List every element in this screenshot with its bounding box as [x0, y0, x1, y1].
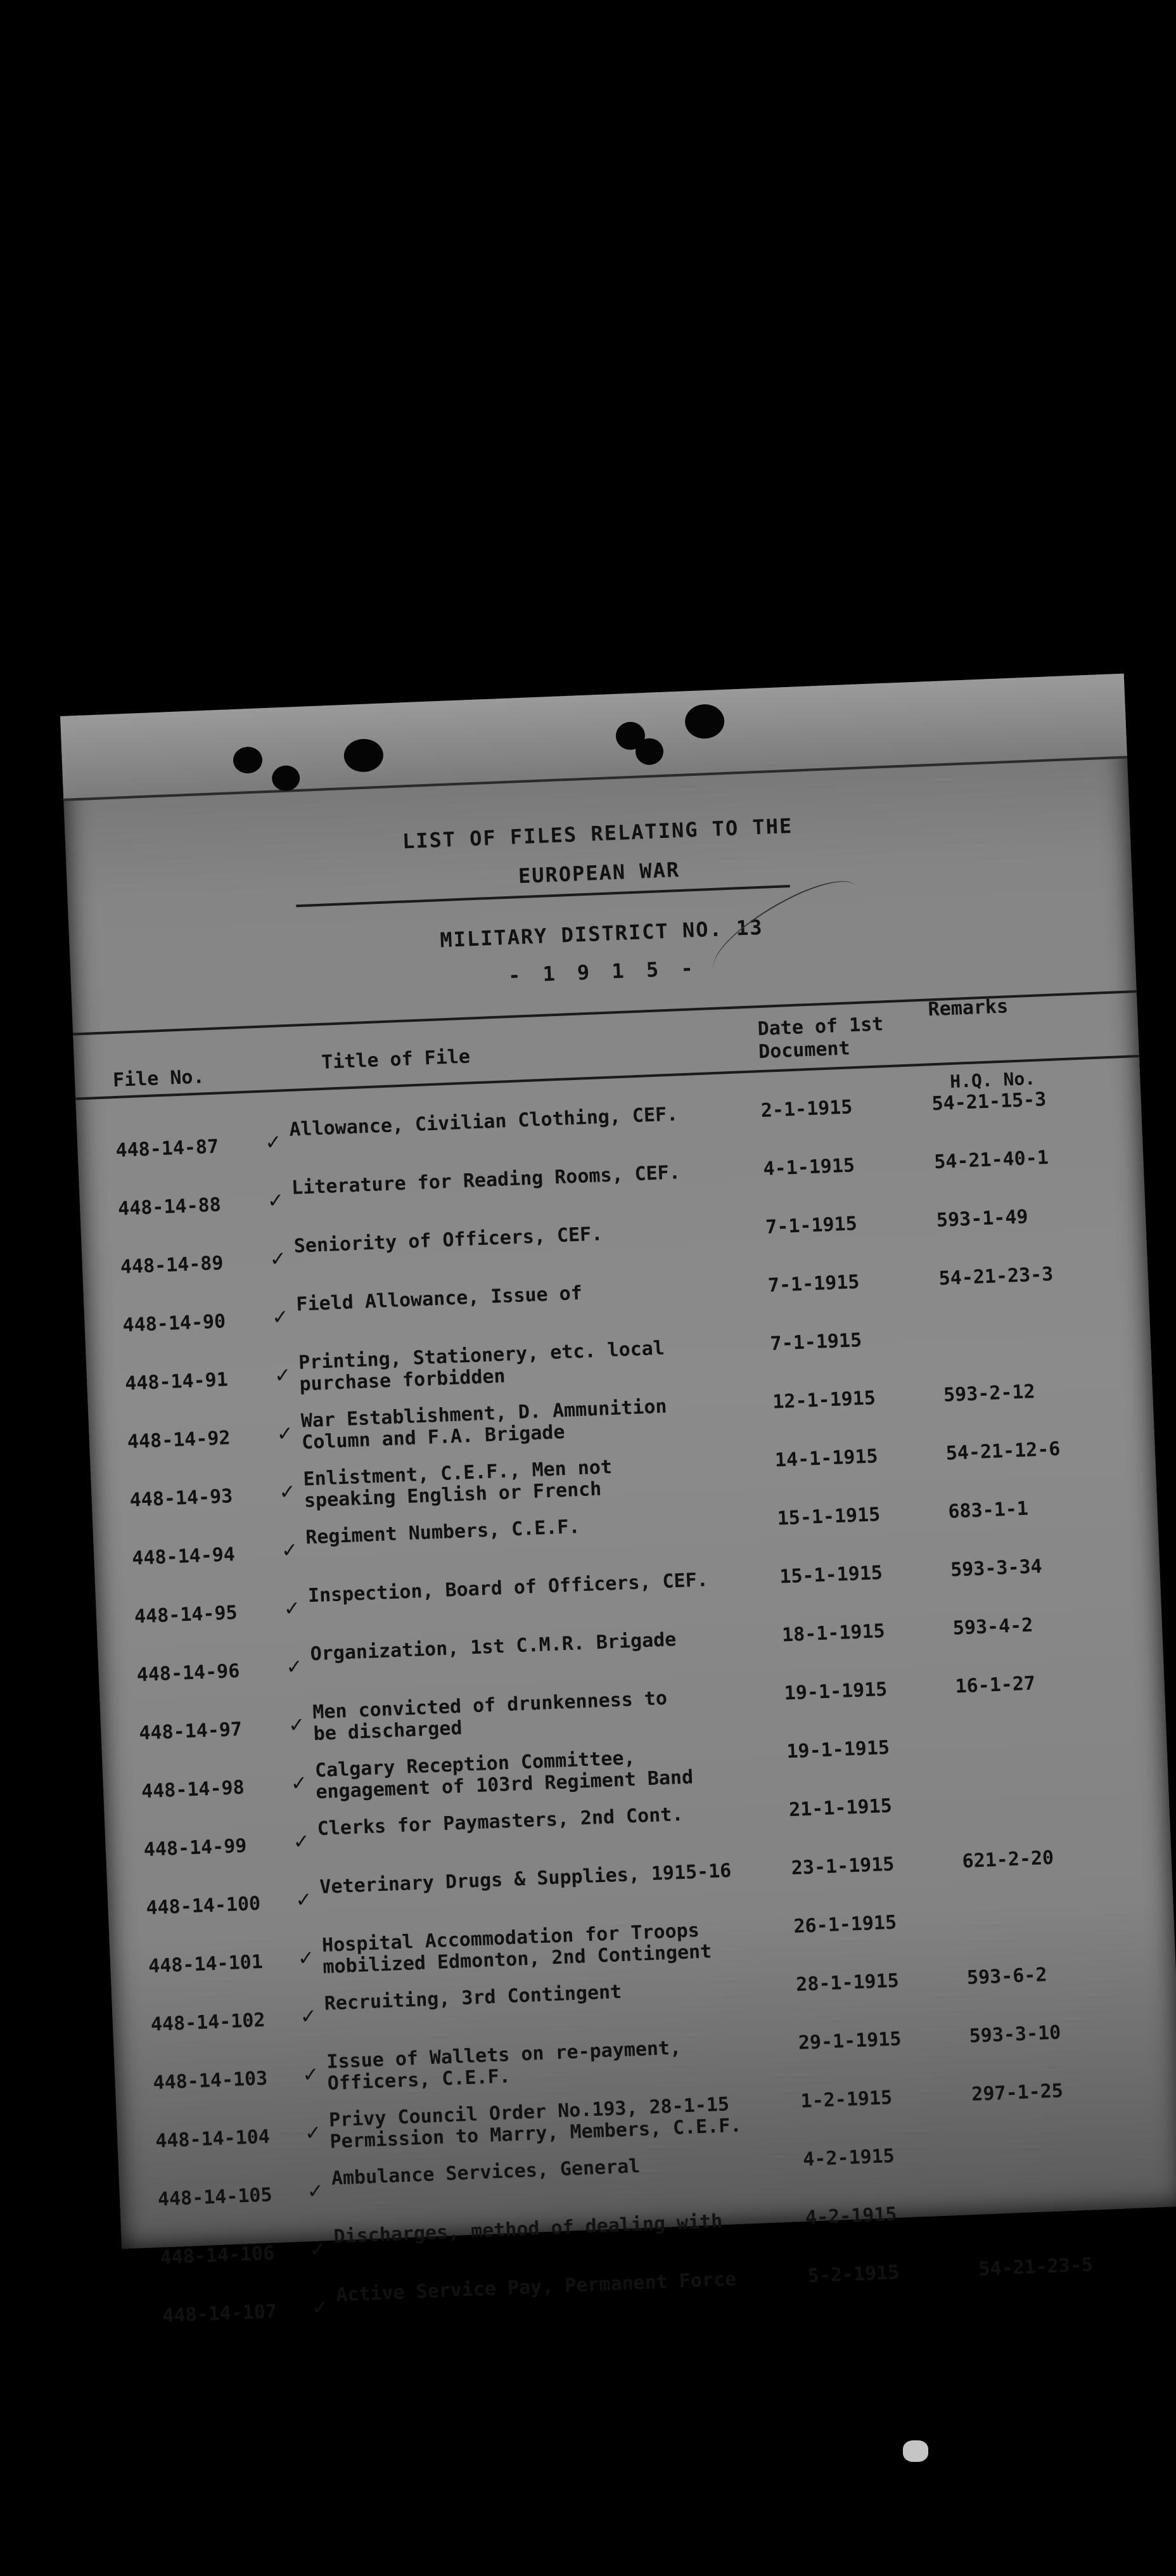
file-number: 448-14-91	[124, 1368, 229, 1395]
remarks-value: 593-3-10	[969, 2021, 1061, 2048]
check-mark-icon: ✓	[310, 2236, 325, 2263]
file-title: Enlistment, C.E.F., Men not speaking English or French	[302, 1456, 613, 1512]
file-number: 448-14-97	[138, 1718, 243, 1745]
check-mark-icon: ✓	[289, 1711, 304, 1738]
remarks-value: 683-1-1	[947, 1497, 1029, 1523]
file-number: 448-14-103	[152, 2067, 268, 2094]
check-mark-icon: ✓	[300, 2002, 316, 2030]
document-date: 7-1-1915	[767, 1271, 860, 1297]
remarks-value: 593-3-34	[950, 1555, 1043, 1581]
file-title: Organization, 1st C.M.R. Brigade	[310, 1628, 677, 1666]
remarks-value: 54-21-23-3	[938, 1263, 1054, 1291]
file-title: Active Service Pay, Permanent Force	[335, 2268, 737, 2307]
check-mark-icon: ✓	[296, 1886, 311, 1913]
document-date: 1-2-1915	[800, 2087, 893, 2113]
check-mark-icon: ✓	[303, 2061, 318, 2088]
check-mark-icon: ✓	[284, 1595, 300, 1621]
col-remarks-sub: H.Q. No.	[949, 1067, 1036, 1093]
check-mark-icon: ✓	[272, 1303, 288, 1330]
check-mark-icon: ✓	[293, 1827, 309, 1855]
file-title: Printing, Stationery, etc. local purchase forbidden	[298, 1337, 665, 1396]
file-title: Recruiting, 3rd Contingent	[324, 1981, 622, 2015]
check-mark-icon: ✓	[277, 1420, 293, 1447]
document-date: 19-1-1915	[786, 1736, 890, 1763]
file-number: 448-14-90	[122, 1310, 226, 1337]
document-date: 14-1-1915	[774, 1445, 879, 1472]
remarks-value: 593-1-49	[936, 1206, 1029, 1232]
file-title: War Establishment, D. Ammunition Column and F.A. Brigade	[300, 1395, 668, 1454]
remarks-value: 621-2-20	[961, 1846, 1054, 1873]
check-mark-icon: ✓	[291, 1769, 307, 1796]
file-title: Veterinary Drugs & Supplies, 1915-16	[319, 1859, 732, 1899]
col-file-no: File No.	[112, 1066, 205, 1092]
document-date: 26-1-1915	[793, 1911, 897, 1938]
file-number: 448-14-107	[162, 2300, 278, 2328]
file-title: Literature for Reading Rooms, CEF.	[291, 1161, 681, 1199]
document-date: 19-1-1915	[784, 1678, 888, 1705]
check-mark-icon: ✓	[312, 2294, 328, 2321]
document-date: 4-2-1915	[802, 2145, 895, 2171]
film-artifact	[903, 2440, 928, 2462]
file-title: Field Allowance, Issue of	[295, 1282, 583, 1316]
heading-line2: EUROPEAN WAR	[518, 857, 681, 889]
col-remarks: Remarks	[927, 995, 1009, 1021]
document-date: 15-1-1915	[777, 1504, 881, 1530]
check-mark-icon: ✓	[298, 1944, 314, 1971]
file-number: 448-14-105	[157, 2184, 273, 2211]
file-number: 448-14-93	[129, 1485, 233, 1512]
document-date: 15-1-1915	[779, 1562, 883, 1588]
check-mark-icon: ✓	[275, 1362, 290, 1389]
check-mark-icon: ✓	[268, 1187, 283, 1214]
file-title: Hospital Accommodation for Troops mobilized Edmonton, 2nd Contingent	[321, 1919, 712, 1978]
file-number: 448-14-101	[148, 1950, 264, 1978]
document-date: 21-1-1915	[788, 1794, 893, 1822]
remarks-value: 54-21-23-5	[978, 2253, 1094, 2281]
check-mark-icon: ✓	[307, 2177, 323, 2205]
check-mark-icon: ✓	[286, 1652, 302, 1680]
file-title: Privy Council Order No.193, 28-1-15 Permission to Marry, Members, C.E.F.	[328, 2093, 743, 2153]
file-title: Men convicted of drunkenness to be discharged	[312, 1687, 668, 1746]
document-date: 5-2-1915	[807, 2261, 900, 2288]
file-number: 448-14-99	[143, 1834, 248, 1862]
document-date: 7-1-1915	[769, 1329, 862, 1355]
file-number: 448-14-102	[150, 2009, 266, 2036]
year-title: - 1 9 1 5 -	[508, 955, 699, 988]
document-date: 23-1-1915	[791, 1853, 895, 1880]
document-date: 7-1-1915	[765, 1213, 858, 1239]
col-date: Date of 1st Document	[757, 1013, 884, 1064]
remarks-value: 54-21-12-6	[945, 1438, 1061, 1465]
document-date: 4-1-1915	[762, 1154, 855, 1181]
file-title: Calgary Reception Committee, engagement of 103rd Regiment Band	[314, 1746, 694, 1804]
check-mark-icon: ✓	[265, 1128, 281, 1156]
file-title: Seniority of Officers, CEF.	[293, 1223, 603, 1258]
file-number: 448-14-100	[145, 1892, 261, 1920]
document-date: 29-1-1915	[798, 2028, 902, 2054]
remarks-value: 54-21-15-3	[931, 1088, 1047, 1116]
document-date: 4-2-1915	[805, 2203, 898, 2229]
file-number: 448-14-87	[115, 1135, 219, 1162]
remarks-value: 593-4-2	[952, 1614, 1033, 1640]
file-number: 448-14-88	[117, 1194, 222, 1220]
file-number: 448-14-104	[155, 2125, 271, 2153]
binding-strip	[60, 674, 1127, 801]
check-mark-icon: ✓	[282, 1536, 297, 1563]
file-title: Clerks for Paymasters, 2nd Cont.	[317, 1803, 684, 1841]
check-mark-icon: ✓	[305, 2119, 321, 2146]
document-date: 18-1-1915	[781, 1620, 886, 1647]
check-mark-icon: ✓	[270, 1245, 286, 1272]
remarks-value: 16-1-27	[954, 1672, 1036, 1698]
document-date: 12-1-1915	[772, 1387, 876, 1414]
file-number: 448-14-92	[127, 1427, 231, 1453]
document-date: 2-1-1915	[760, 1096, 853, 1123]
file-number: 448-14-98	[141, 1776, 245, 1803]
document-date: 28-1-1915	[795, 1969, 900, 1996]
file-title: Issue of Wallets on re-payment, Officers, C.E.F.	[326, 2037, 682, 2095]
file-number: 448-14-94	[131, 1543, 236, 1570]
file-title: Inspection, Board of Officers, CEF.	[307, 1569, 709, 1607]
file-title: Discharges, method of dealing with	[333, 2210, 723, 2248]
file-number: 448-14-95	[134, 1601, 238, 1628]
col-title: Title of File	[321, 1045, 471, 1074]
remarks-value: 54-21-40-1	[933, 1146, 1049, 1174]
remarks-value: 297-1-25	[971, 2080, 1064, 2106]
check-mark-icon: ✓	[279, 1478, 295, 1505]
document-page	[60, 674, 1176, 2328]
district-title: MILITARY DISTRICT NO. 13	[439, 915, 764, 953]
file-number: 448-14-96	[136, 1659, 240, 1687]
file-title: Ambulance Services, General	[331, 2155, 641, 2190]
file-number: 448-14-106	[160, 2242, 275, 2269]
remarks-value: 593-2-12	[943, 1381, 1036, 1407]
heading-line1: LIST OF FILES RELATING TO THE	[402, 813, 793, 854]
remarks-value: 593-6-2	[966, 1964, 1048, 1990]
file-title: Regiment Numbers, C.E.F.	[305, 1516, 581, 1549]
file-number: 448-14-89	[120, 1252, 224, 1278]
file-title: Allowance, Civilian Clothing, CEF.	[288, 1103, 679, 1142]
